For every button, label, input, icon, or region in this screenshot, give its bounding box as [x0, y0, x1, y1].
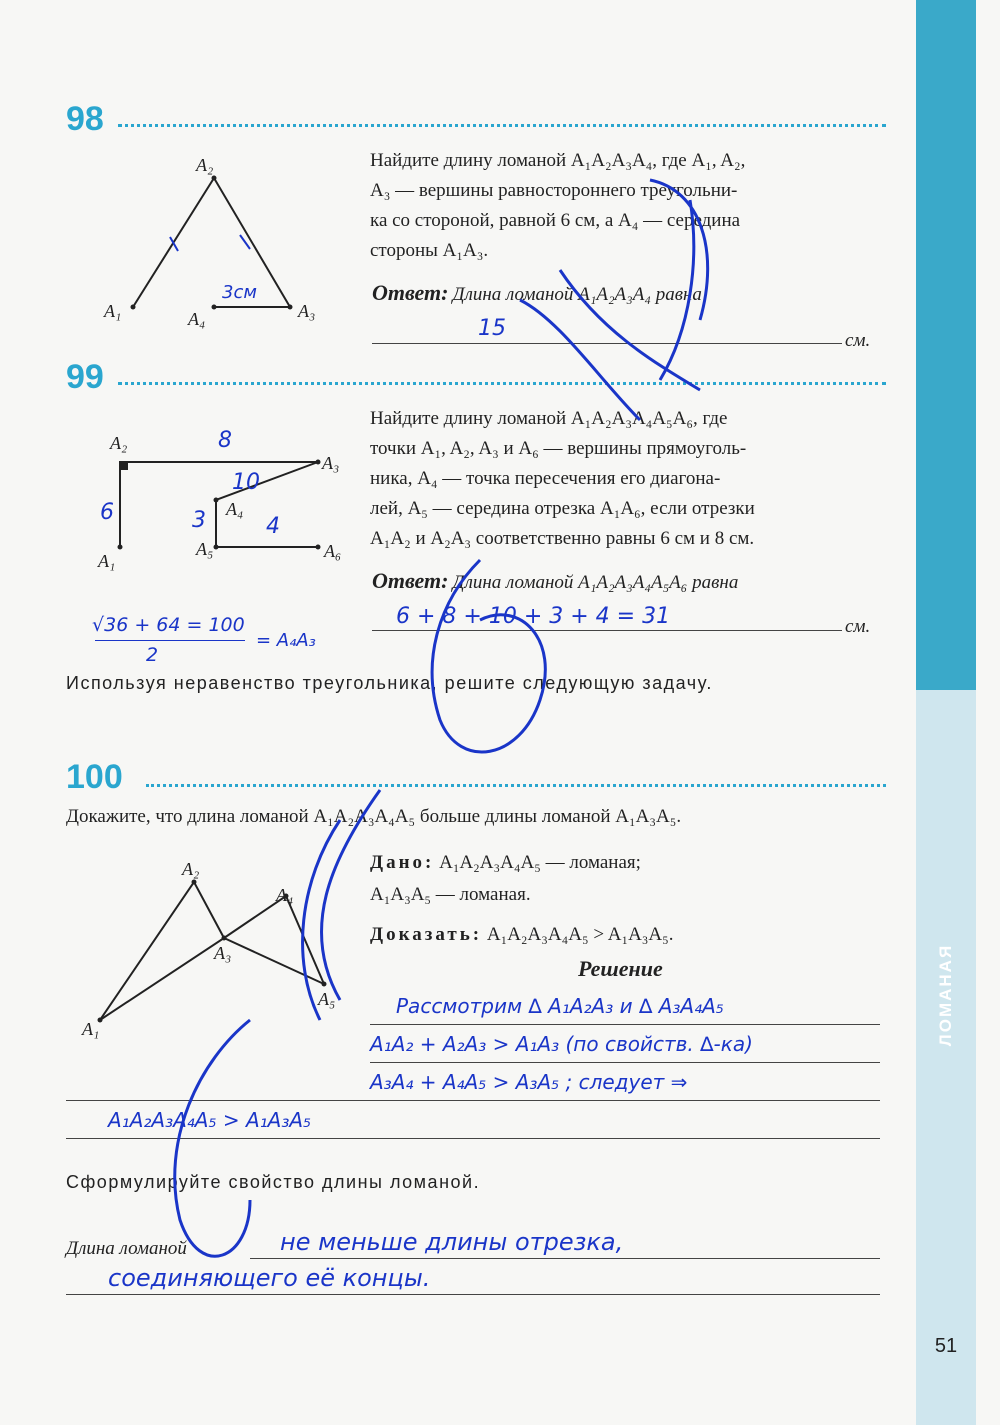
p99-unit: см. [845, 616, 871, 637]
p100-label-a1: A₁ [82, 1019, 100, 1039]
p100-hw-1: Рассмотрим ∆ A₁A₂A₃ и ∆ A₃A₄A₅ [396, 994, 724, 1018]
p100-line-2 [370, 1062, 880, 1063]
p99-answer-line [372, 630, 842, 631]
p100-hw-3: A₃A₄ + A₄A₅ > A₃A₅ ; следует ⇒ [370, 1070, 688, 1094]
p98-label-a1: A₁ [104, 301, 122, 321]
p100-prove: Доказать: A₁A₂A₃A₄A₅ > A₁A₃A₅. [370, 924, 674, 945]
problem-99-figure [100, 440, 340, 570]
p98-figure-note: 3см [222, 282, 257, 303]
p100-line-4 [66, 1138, 880, 1139]
p100-solution-label: Решение [578, 956, 663, 981]
broken-line-a1a3a5 [100, 938, 324, 1020]
property-prefix: Длина ломаной [66, 1238, 187, 1259]
problem-99-divider [118, 382, 886, 385]
problem-100-number: 100 [66, 758, 123, 796]
tick-marks [170, 235, 250, 251]
property-hw-1: не меньше длины отрезка, [280, 1228, 624, 1256]
p99-label-a1: A₁ [98, 551, 116, 571]
problem-98-divider [118, 124, 886, 127]
p99-handwritten-answer: 6 + 8 + 10 + 3 + 4 = 31 [396, 604, 671, 629]
p99-hw-calc-denominator: 2 [146, 644, 159, 666]
p99-hw-fraction-bar [95, 640, 245, 641]
sidebar-strip [916, 0, 976, 1425]
p99-note-mid: 3 [192, 508, 206, 533]
p100-label-a5: A₅ [318, 989, 336, 1009]
sidebar-topic: ЛОМАНАЯ [936, 943, 955, 1047]
p99-hw-calc: √36 + 64 = 100 [92, 614, 245, 636]
p98-handwritten-answer: 15 [478, 316, 506, 341]
p98-answer-line [372, 343, 842, 344]
problem-98-answer: Ответ: Длина ломаной A₁A₂A₃A₄ равна [372, 280, 702, 305]
rectangle-polyline [120, 462, 318, 547]
p98-unit: см. [845, 330, 871, 351]
p100-given-2: A₁A₃A₅ — ломаная. [370, 884, 531, 905]
property-instruction: Сформулируйте свойство длины ломаной. [66, 1172, 481, 1192]
problem-100-divider [146, 784, 886, 787]
p99-label-a4: A₄ [226, 499, 244, 519]
problem-98-number: 98 [66, 100, 104, 138]
p99-label-a3: A₃ [322, 453, 340, 473]
p98-label-a4: A₄ [188, 309, 206, 329]
p99-hw-calc-result: = A₄A₃ [256, 630, 316, 651]
property-line-2 [66, 1294, 880, 1295]
problem-99-text: Найдите длину ломаной A₁A₂A₃A₄A₅A₆, где точки A₁, A₂, A₃ и A₆ — вершины прямоуголь- ника, A₄ — точка пересечения его диагона- лей, A₅ — середина отрезка A₁A₆, если отрезки A₁A₂ и A₂A₃ соответственно равны 6 см и 8 см. [370, 408, 755, 549]
p100-label-a2: A₂ [182, 859, 200, 879]
property-hw-2: соединяющего её концы. [108, 1264, 431, 1292]
p98-label-a3: A₃ [298, 301, 316, 321]
p100-label-a4: A₄ [276, 885, 294, 905]
property-line-1 [250, 1258, 880, 1259]
p99-label-a6: A₆ [324, 541, 342, 561]
p100-line-3 [66, 1100, 880, 1101]
p99-note-diag: 10 [232, 470, 260, 495]
problem-99-answer: Ответ: Длина ломаной A₁A₂A₃A₄A₅A₆ равна [372, 568, 739, 593]
p100-hw-2: A₁A₂ + A₂A₃ > A₁A₃ (по свойств. ∆-ка) [370, 1032, 753, 1056]
p100-hw-4: A₁A₂A₃A₄A₅ > A₁A₃A₅ [108, 1108, 312, 1132]
p99-label-a2: A₂ [110, 433, 128, 453]
p99-label-a5: A₅ [196, 539, 214, 559]
p100-given: Дано: A₁A₂A₃A₄A₅ — ломаная; [370, 852, 641, 873]
instruction-text: Используя неравенство треугольника, решите следующую задачу. [66, 673, 713, 693]
triangle-polyline [133, 178, 290, 307]
p100-label-a3: A₃ [214, 943, 232, 963]
problem-100-statement: Докажите, что длина ломаной A₁A₂A₃A₄A₅ больше длины ломаной A₁A₃A₅. [66, 806, 682, 827]
p99-note-top: 8 [218, 428, 232, 453]
problem-99-number: 99 [66, 358, 104, 396]
p100-line-1 [370, 1024, 880, 1025]
problem-98-text: Найдите длину ломаной A₁A₂A₃A₄, где A₁, A₂, A₃ — вершины равностороннего треугольни- ка со стороной, равной 6 см, а A₄ — середина стороны A₁A₃. [370, 150, 746, 261]
p99-note-left: 6 [100, 500, 114, 525]
p98-label-a2: A₂ [196, 155, 214, 175]
page-number: 51 [934, 1335, 958, 1357]
problem-100-figure [60, 840, 360, 1040]
p99-note-bottom: 4 [266, 514, 280, 539]
